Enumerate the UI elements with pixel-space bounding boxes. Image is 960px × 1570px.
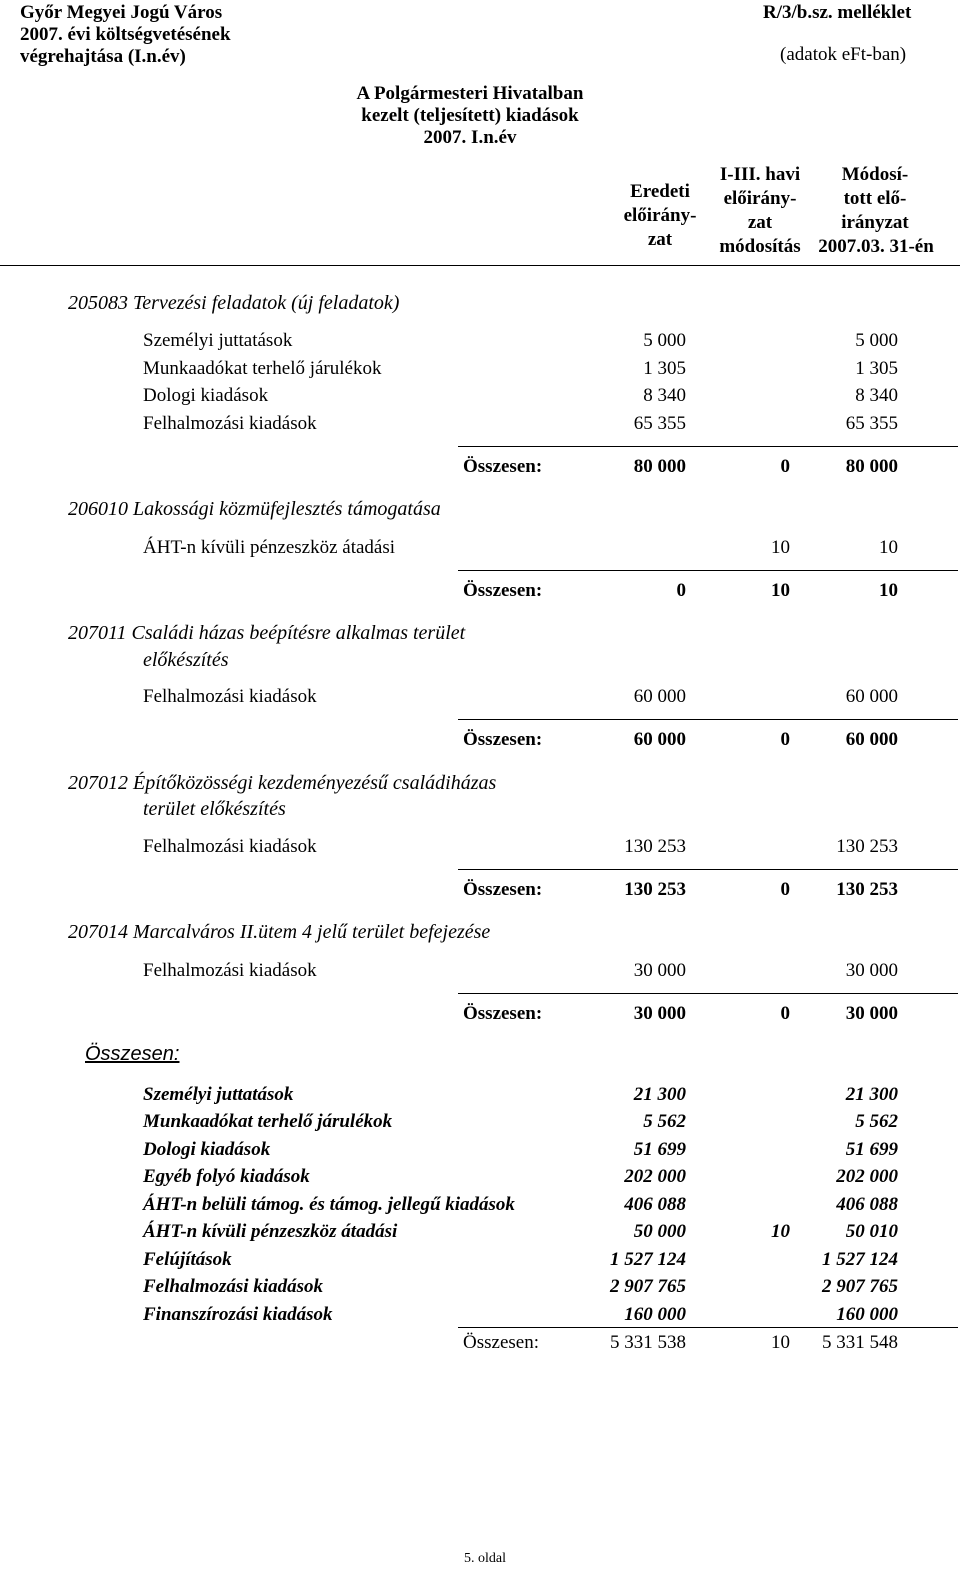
grand-total-label: Összesen: <box>463 1332 539 1353</box>
grand-total-original: 5 331 538 <box>610 1332 686 1353</box>
col3-line-3: irányzat <box>841 212 909 233</box>
subtotal-original: 130 253 <box>624 879 686 900</box>
subtotal-rule <box>458 869 958 870</box>
section-title: 205083 Tervezési feladatok (új feladatok) <box>68 292 400 314</box>
row-modified: 8 340 <box>855 385 898 406</box>
row-original: 30 000 <box>633 960 686 981</box>
grand-row-label: ÁHT-n belüli támog. és támog. jellegű kiadások <box>143 1194 515 1215</box>
row-label: Személyi juttatások <box>143 330 293 351</box>
row-original: 65 355 <box>633 413 686 434</box>
grand-total-rule <box>458 1327 958 1328</box>
grand-row-label: Felhalmozási kiadások <box>143 1276 323 1297</box>
col2-line-4: módosítás <box>719 236 801 257</box>
subtotal-label: Összesen: <box>463 879 543 900</box>
subtotal-rule <box>458 719 958 720</box>
row-label: Felhalmozási kiadások <box>143 960 317 981</box>
grand-row-modified: 202 000 <box>836 1166 898 1187</box>
row-label: Felhalmozási kiadások <box>143 413 317 434</box>
row-modified: 30 000 <box>845 960 898 981</box>
section-title-continued: előkészítés <box>143 649 229 671</box>
grand-row-original: 160 000 <box>624 1304 686 1325</box>
col1-line-3: zat <box>647 229 673 250</box>
page-number: 5. oldal <box>464 1551 506 1566</box>
row-label: Munkaadókat terhelő járulékok <box>143 358 382 379</box>
subtotal-label: Összesen: <box>463 1003 543 1024</box>
row-original: 1 305 <box>643 358 686 379</box>
section-title: 207011 Családi házas beépítésre alkalmas terület <box>68 622 466 644</box>
section-title-continued: terület előkészítés <box>143 798 286 820</box>
subtotal-original: 30 000 <box>633 1003 686 1024</box>
subtotal-original: 60 000 <box>633 729 686 750</box>
grand-row-label: Felújítások <box>143 1249 232 1270</box>
header-left-line-3: végrehajtása (I.n.év) <box>20 46 186 67</box>
subtotal-label: Összesen: <box>463 580 543 601</box>
col3-line-1: Módosí- <box>841 164 909 185</box>
subtotal-label: Összesen: <box>463 456 543 477</box>
grand-row-modified: 21 300 <box>845 1084 898 1105</box>
subtotal-modified: 80 000 <box>845 456 898 477</box>
grand-row-modified: 1 527 124 <box>822 1249 898 1270</box>
grand-row-label: Finanszírozási kiadások <box>143 1304 333 1325</box>
grand-row-original: 50 000 <box>633 1221 686 1242</box>
row-modified: 130 253 <box>836 836 898 857</box>
col3-line-4: 2007.03. 31-én <box>818 236 934 257</box>
grand-row-original: 21 300 <box>633 1084 686 1105</box>
row-modified: 5 000 <box>855 330 898 351</box>
subtotal-modification: 0 <box>780 456 790 477</box>
row-original: 130 253 <box>624 836 686 857</box>
col1-line-2: előirány- <box>623 205 697 226</box>
row-modified: 65 355 <box>845 413 898 434</box>
subtotal-modified: 60 000 <box>845 729 898 750</box>
col1-line-1: Eredeti <box>630 181 690 202</box>
title-line-3: 2007. I.n.év <box>423 127 517 148</box>
grand-row-original: 1 527 124 <box>610 1249 686 1270</box>
grand-total-modification: 10 <box>771 1332 790 1353</box>
grand-row-label: Dologi kiadások <box>143 1139 271 1160</box>
subtotal-modification: 0 <box>780 1003 790 1024</box>
title-line-1: A Polgármesteri Hivatalban <box>356 83 584 104</box>
title-line-2: kezelt (teljesített) kiadások <box>361 105 579 126</box>
header-left-line-2: 2007. évi költségvetésének <box>20 24 231 45</box>
col2-line-2: előirány- <box>723 188 797 209</box>
grand-row-original: 2 907 765 <box>610 1276 686 1297</box>
row-original: 60 000 <box>633 686 686 707</box>
row-original: 8 340 <box>643 385 686 406</box>
subtotal-modification: 10 <box>771 580 790 601</box>
subtotal-modification: 0 <box>780 879 790 900</box>
grand-row-modified: 406 088 <box>836 1194 898 1215</box>
section-title: 206010 Lakossági közmüfejlesztés támogatása <box>68 498 441 520</box>
grand-row-label: Személyi juttatások <box>143 1084 294 1105</box>
subtotal-rule <box>458 993 958 994</box>
grand-row-modified: 51 699 <box>845 1139 898 1160</box>
grand-row-label: Egyéb folyó kiadások <box>143 1166 310 1187</box>
grand-row-label: Munkaadókat terhelő járulékok <box>143 1111 393 1132</box>
col2-line-1: I-III. havi <box>719 164 801 185</box>
subtotal-original: 0 <box>676 580 686 601</box>
grand-row-modified: 5 562 <box>855 1111 898 1132</box>
subtotal-modified: 130 253 <box>836 879 898 900</box>
subtotal-label: Összesen: <box>463 729 543 750</box>
row-modified: 10 <box>879 537 898 558</box>
row-label: ÁHT-n kívüli pénzeszköz átadási <box>143 537 396 558</box>
row-modification: 10 <box>771 537 790 558</box>
subtotal-modified: 10 <box>879 580 898 601</box>
subtotal-rule <box>458 570 958 571</box>
unit-note: (adatok eFt-ban) <box>780 44 907 65</box>
row-label: Dologi kiadások <box>143 385 269 406</box>
grand-row-original: 51 699 <box>633 1139 686 1160</box>
subtotal-modified: 30 000 <box>845 1003 898 1024</box>
grand-row-modified: 50 010 <box>845 1221 898 1242</box>
grand-row-modified: 2 907 765 <box>822 1276 898 1297</box>
subtotal-original: 80 000 <box>633 456 686 477</box>
grand-row-original: 202 000 <box>624 1166 686 1187</box>
grand-row-label: ÁHT-n kívüli pénzeszköz átadási <box>143 1221 398 1242</box>
row-modified: 1 305 <box>855 358 898 379</box>
row-original: 5 000 <box>643 330 686 351</box>
col3-line-2: tott elő- <box>843 188 907 209</box>
section-title: 207014 Marcalváros II.ütem 4 jelű terület befejezése <box>68 921 491 943</box>
grand-row-modification: 10 <box>771 1221 790 1242</box>
grand-total-modified: 5 331 548 <box>822 1332 898 1353</box>
col2-line-3: zat <box>747 212 773 233</box>
annex-reference: R/3/b.sz. melléklet <box>763 2 912 23</box>
grand-row-modified: 160 000 <box>836 1304 898 1325</box>
grand-row-original: 406 088 <box>624 1194 686 1215</box>
subtotal-rule <box>458 446 958 447</box>
row-modified: 60 000 <box>845 686 898 707</box>
header-left-line-1: Győr Megyei Jogú Város <box>20 2 223 23</box>
grand-summary-heading: Összesen: <box>85 1043 180 1065</box>
grand-row-original: 5 562 <box>643 1111 686 1132</box>
row-label: Felhalmozási kiadások <box>143 836 317 857</box>
subtotal-modification: 0 <box>780 729 790 750</box>
section-title: 207012 Építőközösségi kezdeményezésű családiházas <box>68 772 497 794</box>
row-label: Felhalmozási kiadások <box>143 686 317 707</box>
header-rule <box>0 265 960 266</box>
